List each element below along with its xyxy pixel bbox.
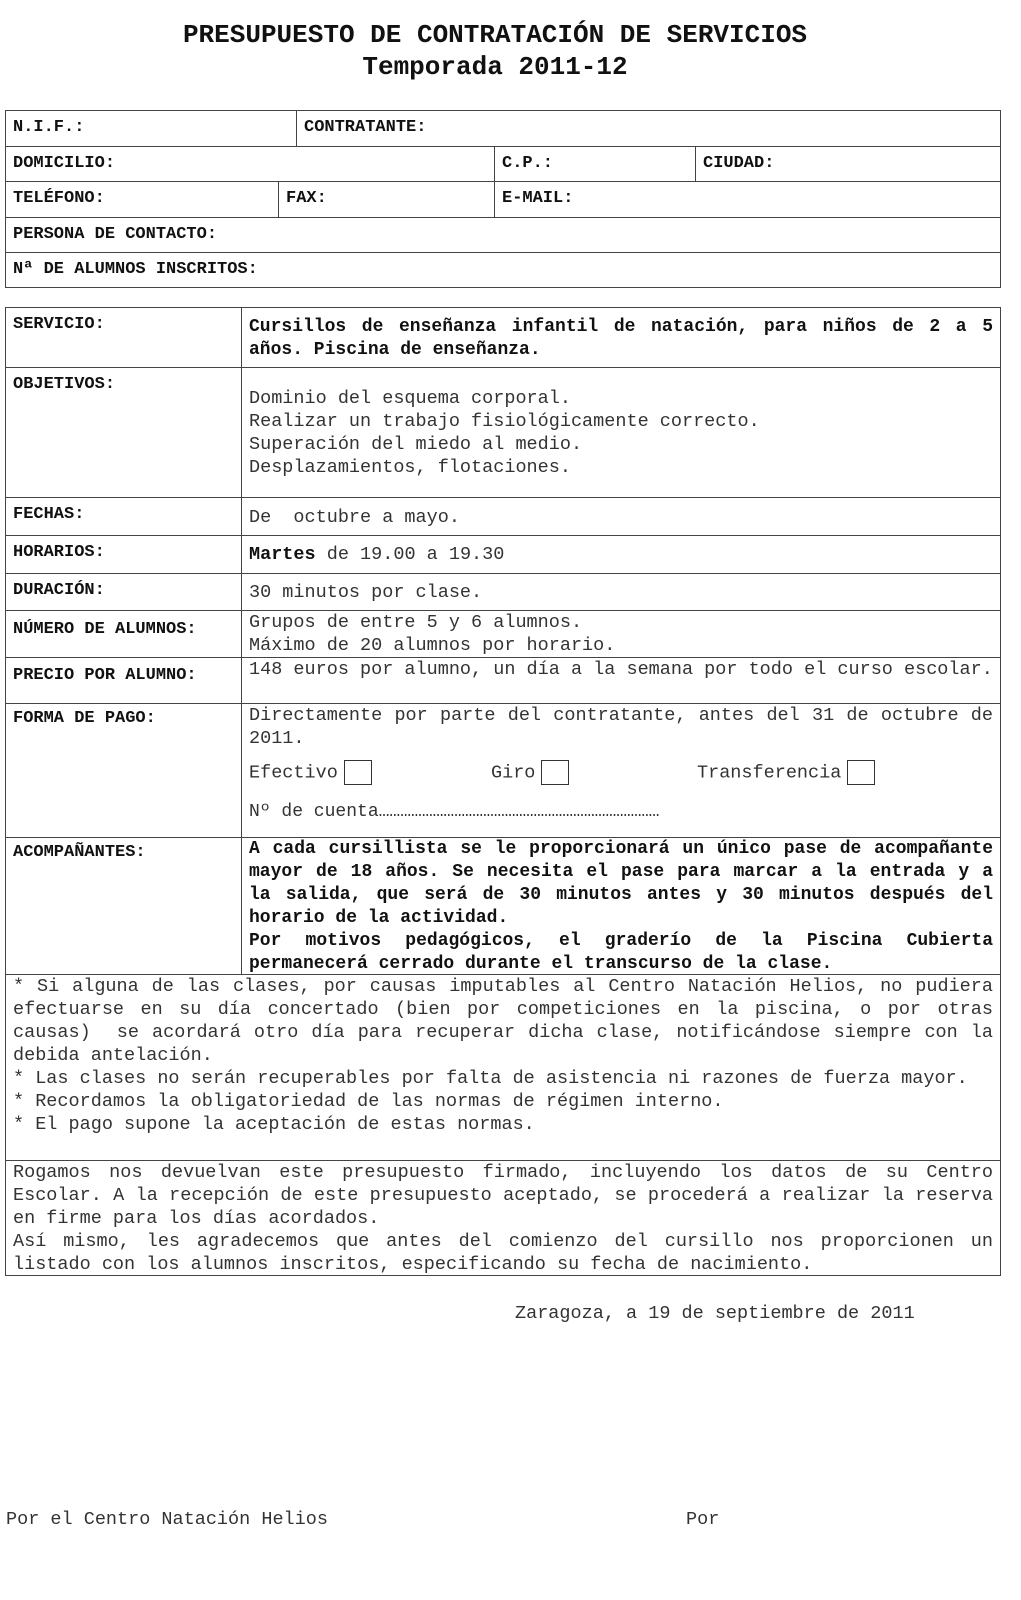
acompanantes-value — [241, 837, 1001, 975]
horarios-label: HORARIOS: — [13, 543, 105, 562]
option-giro[interactable] — [491, 760, 569, 785]
horarios-time: de 19.00 a 19.30 — [315, 544, 505, 565]
objetivo-item: Superación del miedo al medio. — [249, 434, 583, 455]
precio-value: 148 euros por alumno, un día a la semana por todo el curso escolar. — [241, 657, 1001, 704]
servicio-value: Cursillos de enseñanza infantil de natación, para niños de 2 a 5 años. Piscina de enseñanza. — [241, 307, 1001, 368]
notes-block — [5, 974, 1005, 1161]
signature-left: Por el Centro Natación Helios — [6, 1509, 328, 1530]
acompanantes-p1: A cada cursillista se le proporcionará un único pase de acompañante mayor de 18 años. Se necesita el pase para marcar a la entrada y a la salida, que será de 30 minutos antes y 30 minutos después del horario de la actividad. — [249, 839, 993, 928]
numero-cuenta-field[interactable]: Nº de cuenta…………………………………………………………………… — [249, 802, 660, 822]
cp-field[interactable]: C.P.: — [494, 146, 696, 182]
option-label: Giro — [491, 762, 536, 784]
closing-paragraph: Rogamos nos devuelvan este presupuesto firmado, incluyendo los datos de su Centro Escolar. A la recepción de este presupuesto aceptado, se procederá a realizar la reserva en firme para los días acordados. — [13, 1162, 993, 1229]
forma-pago-value — [241, 703, 1001, 838]
forma-pago-label: FORMA DE PAGO: — [13, 709, 156, 728]
servicio-label: SERVICIO: — [13, 315, 105, 334]
transferencia-checkbox[interactable] — [847, 760, 875, 785]
ciudad-field[interactable]: CIUDAD: — [695, 146, 1001, 182]
document-title: PRESUPUESTO DE CONTRATACIÓN DE SERVICIOS — [182, 20, 808, 50]
option-efectivo[interactable] — [249, 760, 372, 785]
domicilio-field[interactable]: DOMICILIO: — [5, 146, 495, 182]
numero-line: Máximo de 20 alumnos por horario. — [249, 635, 616, 656]
horarios-day: Martes — [249, 544, 316, 565]
precio-label: PRECIO POR ALUMNO: — [13, 666, 197, 685]
closing-block — [5, 1160, 1001, 1276]
option-transferencia[interactable] — [697, 760, 875, 785]
note: * Si alguna de las clases, por causas imputables al Centro Natación Helios, no pudiera efectuarse en su día concertado (bien por competiciones en la piscina, o por otras causas) se acordará otro día para recuperar dicha clase, notificándose siempre con la debida antelación. — [13, 976, 1005, 1066]
closing-paragraph: Así mismo, les agradecemos que antes del comienzo del cursillo nos proporcionen un listado con los alumnos inscritos, especificando su fecha de nacimiento. — [13, 1231, 993, 1275]
alumnos-inscritos-field[interactable]: Nª DE ALUMNOS INSCRITOS: — [5, 252, 1001, 288]
fax-field[interactable]: FAX: — [278, 181, 495, 218]
date-line: Zaragoza, a 19 de septiembre de 2011 — [515, 1303, 915, 1324]
option-label: Transferencia — [697, 762, 842, 784]
objetivo-item: Desplazamientos, flotaciones. — [249, 457, 571, 478]
fechas-value: De octubre a mayo. — [241, 497, 1001, 536]
nif-field[interactable]: N.I.F.: — [5, 110, 297, 147]
option-label: Efectivo — [249, 762, 338, 784]
document-subtitle: Temporada 2011-12 — [362, 52, 628, 82]
note: * Recordamos la obligatoriedad de las normas de régimen interno. — [13, 1091, 724, 1112]
objetivos-label: OBJETIVOS: — [13, 375, 116, 394]
objetivo-item: Realizar un trabajo fisiológicamente correcto. — [249, 411, 760, 432]
objetivo-item: Dominio del esquema corporal. — [249, 388, 571, 409]
horarios-value — [241, 535, 1001, 574]
numero-line: Grupos de entre 5 y 6 alumnos. — [249, 612, 583, 633]
contacto-field[interactable]: PERSONA DE CONTACTO: — [5, 217, 1001, 253]
note: * El pago supone la aceptación de estas normas. — [13, 1114, 535, 1135]
signature-right: Por — [686, 1509, 720, 1530]
fechas-label: FECHAS: — [13, 505, 85, 524]
duracion-value: 30 minutos por clase. — [241, 573, 1001, 611]
note: * Las clases no serán recuperables por falta de asistencia ni razones de fuerza mayor. — [13, 1068, 968, 1089]
efectivo-checkbox[interactable] — [344, 760, 372, 785]
acompanantes-label: ACOMPAÑANTES: — [13, 843, 146, 862]
forma-pago-text: Directamente por parte del contratante, antes del 31 de octubre de 2011. — [249, 705, 993, 749]
numero-alumnos-value — [241, 610, 1001, 658]
contratante-field[interactable]: CONTRATANTE: — [296, 110, 1001, 147]
numero-alumnos-label: NÚMERO DE ALUMNOS: — [13, 620, 197, 639]
duracion-label: DURACIÓN: — [13, 581, 105, 600]
email-field[interactable]: E-MAIL: — [494, 181, 1001, 218]
acompanantes-p2: Por motivos pedagógicos, el graderío de la Piscina Cubierta permanecerá cerrado durante el transcurso de la clase. — [249, 931, 993, 974]
objetivos-value — [241, 367, 1001, 498]
telefono-field[interactable]: TELÉFONO: — [5, 181, 279, 218]
giro-checkbox[interactable] — [541, 760, 569, 785]
